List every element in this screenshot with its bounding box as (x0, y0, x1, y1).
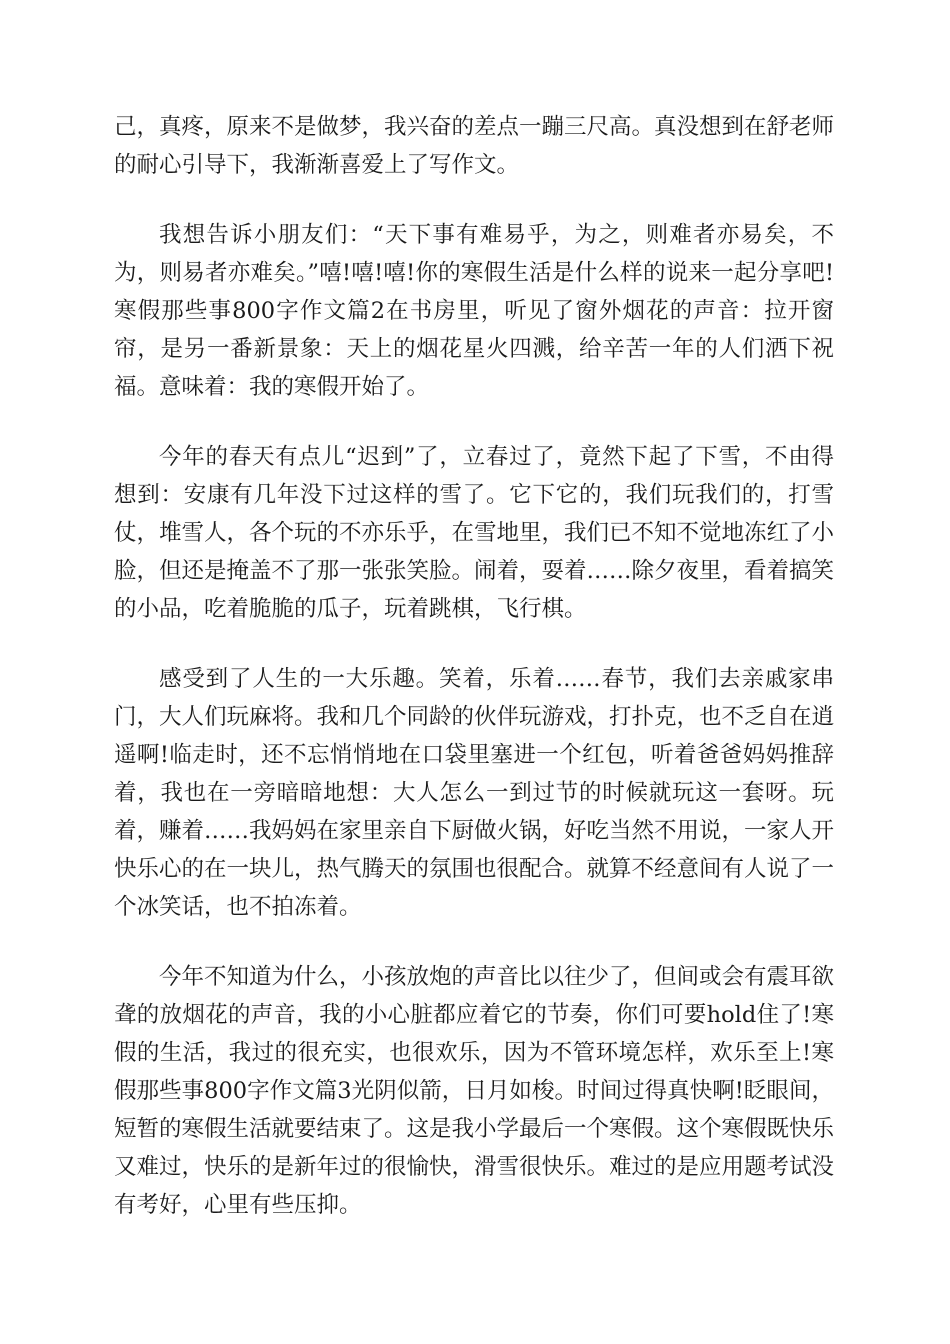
paragraph-4: 感受到了人生的一大乐趣。笑着，乐着……春节，我们去亲戚家串门，大人们玩麻将。我和几个同龄的伙伴玩游戏，打扑克，也不乏自在逍遥啊!临走时，还不忘悄悄地在口袋里塞进一个红包，听着爸爸妈妈推辞着，我也在一旁暗暗地想：大人怎么一到过节的时候就玩这一套呀。玩着，赚着……我妈妈在家里亲自下厨做火锅，好吃当然不用说，一家人开快乐心的在一块儿，热气腾天的氛围也很配合。就算不经意间有人说了一个冰笑话，也不拍冻着。 (114, 666, 835, 920)
paragraph-2: 我想告诉小朋友们：“天下事有难易乎，为之，则难者亦易矣，不为，则易者亦难矣。”嘻!嘻!嘻!你的寒假生活是什么样的说来一起分享吧!寒假那些事800字作文篇2在书房里，听见了窗外烟花的声音：拉开窗帘，是另一番新景象：天上的烟花星火四溅，给辛苦一年的人们洒下祝福。意味着：我的寒假开始了。 (114, 222, 834, 400)
paragraph-5: 今年不知道为什么，小孩放炮的声音比以往少了，但间或会有震耳欲聋的放烟花的声音，我的小心脏都应着它的节奏，你们可要hold住了!寒假的生活，我过的很充实，也很欢乐，因为不管环境怎样，欢乐至上!寒假那些事800字作文篇3光阴似箭，日月如梭。时间过得真快啊!眨眼间，短暂的寒假生活就要结束了。这是我小学最后一个寒假。这个寒假既快乐又难过，快乐的是新年过的很愉快，滑雪很快乐。难过的是应用题考试没有考好，心里有些压抑。 (114, 964, 835, 1218)
document-body (114, 108, 834, 1224)
paragraph-3: 今年的春天有点儿“迟到”了，立春过了，竟然下起了下雪，不由得想到：安康有几年没下过这样的雪了。它下它的，我们玩我们的，打雪仗，堆雪人，各个玩的不亦乐乎，在雪地里，我们已不知不觉地冻红了小脸，但还是掩盖不了那一张张笑脸。闹着，耍着……除夕夜里，看着搞笑的小品，吃着脆脆的瓜子，玩着跳棋，飞行棋。 (114, 444, 835, 622)
paragraph-1: 己，真疼，原来不是做梦，我兴奋的差点一蹦三尺高。真没想到在舒老师的耐心引导下，我渐渐喜爱上了写作文。 (114, 114, 835, 178)
